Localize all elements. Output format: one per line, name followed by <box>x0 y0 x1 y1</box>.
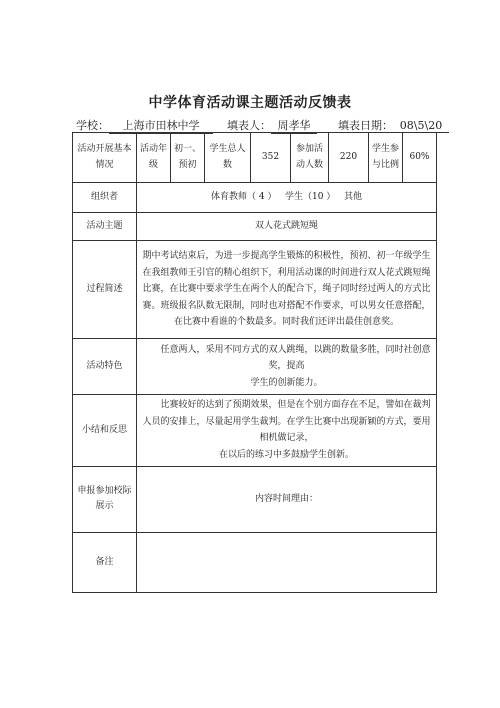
process-row <box>73 241 437 339</box>
filler-label: 填表人： <box>227 119 271 132</box>
participants-value: 220 <box>329 133 369 183</box>
ratio-value: 60% <box>403 133 437 183</box>
ratio-label: 学生参与比例 <box>369 133 403 183</box>
total-value: 352 <box>251 133 291 183</box>
features-paragraph: 任意两人，采用不同方式的双人跳绳，以跳的数量多胜，同时社创意奖，提高 <box>160 344 431 372</box>
school-value: 上海市田林中学 <box>109 117 213 134</box>
process-paragraph: 期中考试结束后，为进一步提高学生锻炼的积极性，预初、初一年级学生在我组教师王引官的精心组织下，利用活动课的时间进行双人花式跳短绳比赛，在比赛中要求学生在两个人的配合下，绳子同时经过两人的方式比赛。班级报名队数无限制，同时也对搭配不作要求，可以男女任意搭配，在比赛中看谁的个数最多。同时我们还评出最佳创意奖。 <box>142 250 431 328</box>
filler-value: 周孝华 <box>271 117 317 134</box>
grade-label: 活动年级 <box>137 133 171 183</box>
grade-value: 初一、预初 <box>171 133 205 183</box>
remarks-value <box>137 532 437 592</box>
participants-label: 参加活动人数 <box>291 133 329 183</box>
summary-row <box>73 395 437 467</box>
apply-content: 内容时间理由： <box>137 466 437 532</box>
summary-label: 小结和反思 <box>73 395 137 467</box>
remarks-row <box>73 532 437 592</box>
features-row <box>73 339 437 395</box>
theme-row <box>73 213 437 241</box>
theme-value: 双人花式跳短绳 <box>137 213 437 241</box>
total-label: 学生总人数 <box>205 133 251 183</box>
summary-paragraph: 比赛较好的达到了预期效果，但是在个别方面存在不足，譬如在裁判人员的安排上，尽量起用学生裁判。在学生比赛中出现新颖的方式，要用相机做记录， <box>142 400 431 444</box>
remarks-label: 备注 <box>73 532 137 592</box>
date-value: 08\5\20 <box>393 119 449 133</box>
theme-label: 活动主题 <box>73 213 137 241</box>
feedback-table <box>72 132 437 593</box>
organizer-label: 组织者 <box>73 183 137 213</box>
process-label: 过程简述 <box>73 241 137 339</box>
basic-label: 活动开展基本情况 <box>73 133 137 183</box>
school-label: 学校： <box>76 119 109 132</box>
organizer-row <box>73 183 437 213</box>
form-title: 中学体育活动课主题活动反馈表 <box>148 95 352 111</box>
features-paragraph-end: 学生的创新能力。 <box>250 377 323 388</box>
date-label: 填表日期： <box>337 119 393 132</box>
process-text <box>137 241 437 339</box>
apply-label: 申报参加校际展示 <box>73 466 137 532</box>
apply-row <box>73 466 437 532</box>
features-label: 活动特色 <box>73 339 137 395</box>
features-text <box>137 339 437 395</box>
basic-row <box>73 133 437 183</box>
summary-text <box>137 395 437 467</box>
organizer-value: 体育教师（ 4 ） 学生（10 ） 其他 <box>137 183 437 213</box>
summary-paragraph-end: 在以后的练习中多鼓励学生创新。 <box>218 449 354 460</box>
